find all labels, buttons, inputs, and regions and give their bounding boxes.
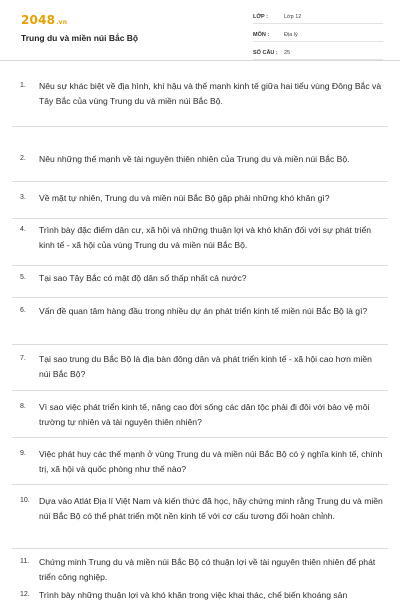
- meta-label: LỚP :: [253, 13, 268, 20]
- question-text: Trình bày đặc điểm dân cư, xã hội và những thuận lợi và khó khăn đối với sự phát triển kinh tế - xã hội của vùng Trung du và miền núi Bắc Bộ.: [39, 225, 372, 250]
- question-number: 3.: [20, 194, 26, 201]
- question-number: 8.: [20, 403, 26, 410]
- question-text: Vấn đề quan tâm hàng đầu trong nhiều dự án phát triển kinh tế miền núi Bắc Bộ là gì?: [39, 306, 368, 316]
- question-number: 1.: [20, 82, 26, 89]
- question-item: [20, 79, 385, 108]
- site-logo[interactable]: [21, 13, 67, 27]
- question-item: [20, 400, 385, 429]
- meta-value: 25: [284, 49, 291, 56]
- question-item: [20, 191, 385, 206]
- question-item: [20, 304, 385, 319]
- question-divider: [12, 297, 388, 298]
- question-text: Vì sao việc phát triển kinh tế, nâng cao đời sống các dân tộc phải đi đôi với bảo vệ môi trường tự nhiên và tài nguyên thiên nhiên?: [39, 402, 370, 427]
- question-divider: [12, 265, 388, 266]
- logo-text: 2048: [21, 13, 56, 27]
- question-text: Tại sao trung du Bắc Bộ là địa bàn đông dân và phát triển kinh tế - xã hội cao hơn miền núi Bắc Bộ?: [39, 354, 372, 379]
- question-number: 11.: [20, 558, 30, 565]
- question-divider: [12, 126, 388, 127]
- question-number: 10.: [20, 497, 30, 504]
- page-header: [0, 0, 400, 61]
- question-divider: [12, 548, 388, 549]
- question-item: [20, 494, 385, 523]
- question-divider: [12, 437, 388, 438]
- meta-value: Địa lý: [284, 31, 298, 38]
- question-item: [20, 152, 385, 167]
- question-number: 4.: [20, 226, 26, 233]
- question-text: Dựa vào Atlát Địa lí Việt Nam và kiến thức đã học, hãy chứng minh rằng Trung du và miền núi Bắc Bộ có thể phát triển một nền kinh tế với cơ cấu tương đối hoàn chỉnh.: [39, 496, 383, 521]
- meta-row-question-count: [253, 46, 383, 60]
- question-number: 12.: [20, 591, 30, 598]
- meta-row-subject: [253, 28, 383, 42]
- question-item: [20, 588, 385, 603]
- question-text: Về mặt tự nhiên, Trung du và miền núi Bắc Bộ gặp phải những khó khăn gì?: [39, 193, 330, 203]
- meta-table: [253, 10, 383, 64]
- question-divider: [12, 390, 388, 391]
- question-text: Nêu những thế mạnh về tài nguyên thiên nhiên của Trung du và miền núi Bắc Bộ.: [39, 154, 350, 164]
- question-divider: [12, 484, 388, 485]
- question-text: Trình bày những thuận lợi và khó khăn trong việc khai thác, chế biến khoáng sản: [39, 590, 348, 600]
- question-divider: [12, 218, 388, 219]
- meta-row-grade: [253, 10, 383, 24]
- question-text: Tại sao Tây Bắc có mật độ dân số thấp nhất cả nước?: [39, 273, 247, 283]
- question-item: [20, 223, 385, 252]
- logo-suffix: .vn: [56, 19, 68, 26]
- question-number: 5.: [20, 274, 26, 281]
- question-number: 2.: [20, 155, 26, 162]
- question-divider: [12, 181, 388, 182]
- meta-label: SỐ CÂU :: [253, 49, 278, 56]
- question-item: [20, 271, 385, 286]
- question-item: [20, 352, 385, 381]
- meta-label: MÔN :: [253, 31, 270, 38]
- meta-value: Lớp 12: [284, 13, 302, 20]
- question-text: Chứng minh Trung du và miền núi Bắc Bộ có thuận lợi về tài nguyên thiên nhiên để phát triển công nghiệp.: [39, 557, 376, 582]
- question-number: 6.: [20, 307, 26, 314]
- page-title: Trung du và miền núi Bắc Bộ: [21, 33, 139, 43]
- question-item: [20, 555, 385, 584]
- question-text: Nêu sự khác biệt về địa hình, khí hậu và thế mạnh kinh tế giữa hai tiểu vùng Đông Bắc và Tây Bắc của vùng Trung du và miền núi Bắc Bộ.: [39, 81, 382, 106]
- question-text: Việc phát huy các thế mạnh ở vùng Trung du và miền núi Bắc Bộ có ý nghĩa kinh tế, chính trị, xã hội và quốc phòng như thế nào?: [39, 449, 383, 474]
- question-divider: [12, 344, 388, 345]
- question-item: [20, 447, 385, 476]
- question-number: 9.: [20, 450, 26, 457]
- question-number: 7.: [20, 355, 26, 362]
